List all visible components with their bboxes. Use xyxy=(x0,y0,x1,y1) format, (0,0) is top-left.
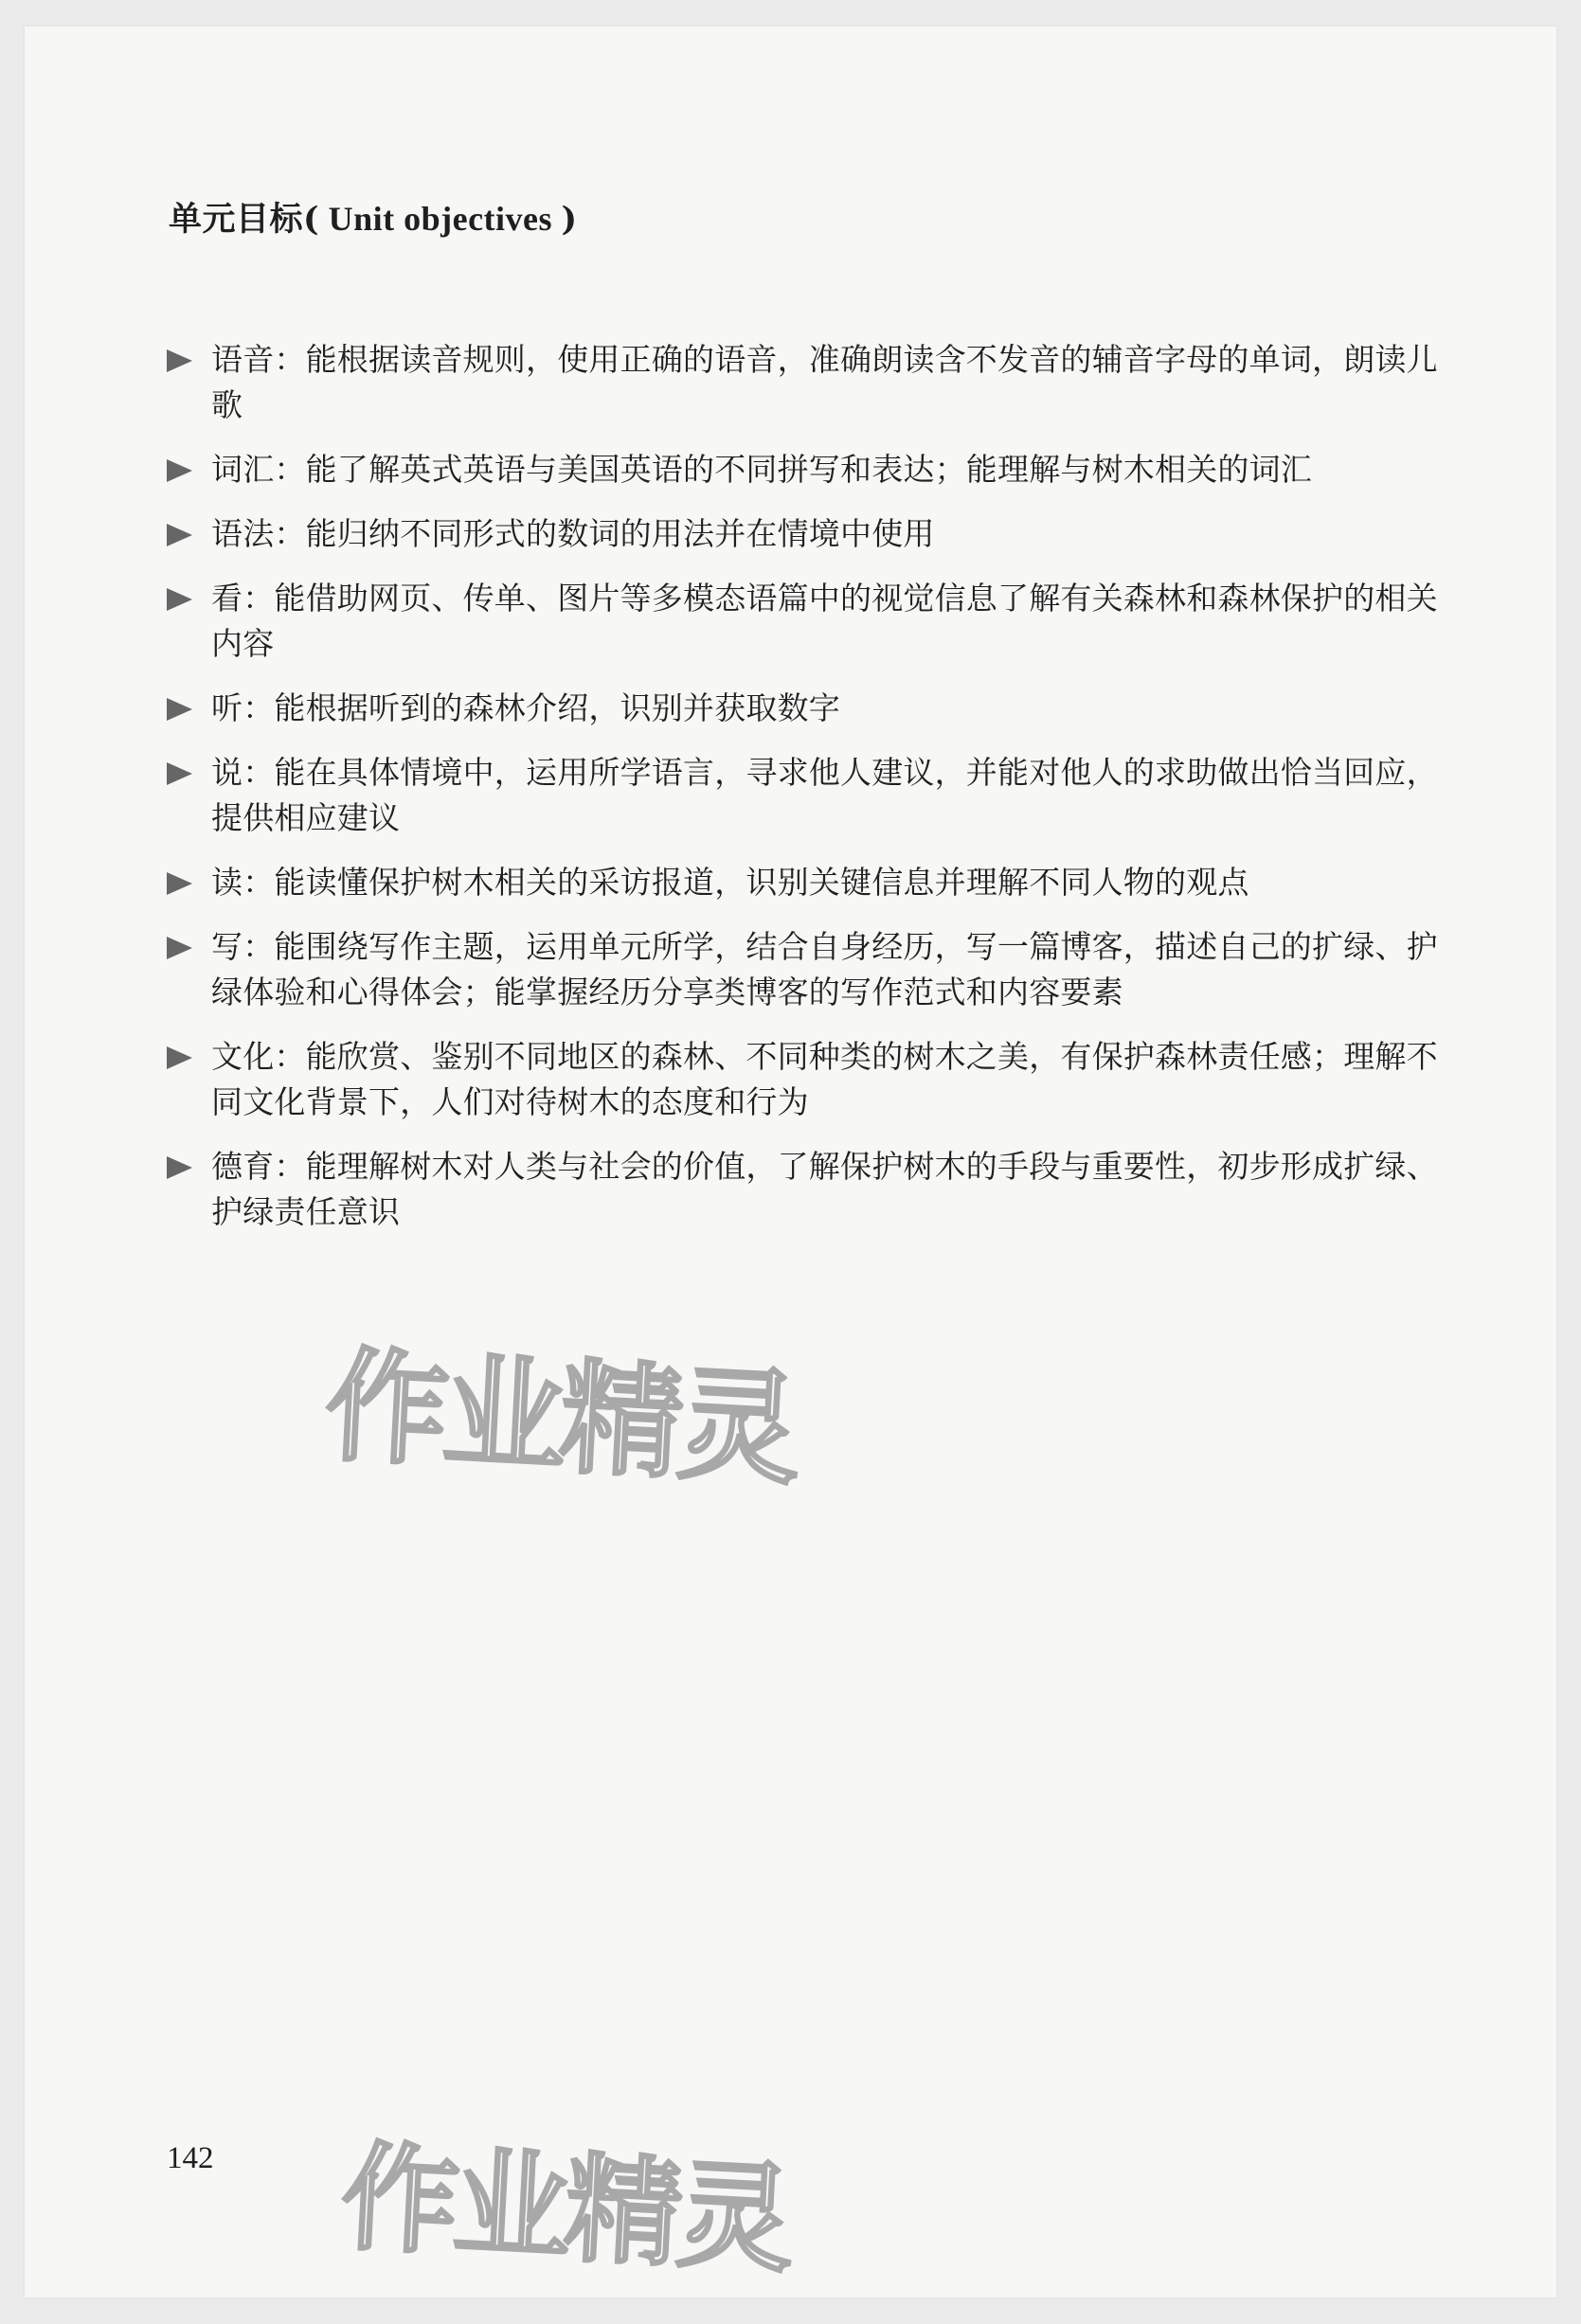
objective-text: 德育：能理解树木对人类与社会的价值，了解保护树木的手段与重要性，初步形成扩绿、护绿责任意识 xyxy=(211,1148,1438,1230)
objective-text: 语法：能归纳不同形式的数词的用法并在情境中使用 xyxy=(211,515,935,552)
triangle-bullet-icon xyxy=(167,1156,192,1179)
objective-text: 文化：能欣赏、鉴别不同地区的森林、不同种类的树木之美，有保护森林责任感；理解不同文化背景下，人们对待树木的态度和行为 xyxy=(211,1038,1438,1120)
objective-item xyxy=(167,1034,1455,1125)
objective-text: 听：能根据听到的森林介绍，识别并获取数字 xyxy=(211,689,840,726)
watermark: 作业精灵 xyxy=(321,1333,799,1502)
objective-item xyxy=(167,924,1455,1015)
objective-text: 语音：能根据读音规则，使用正确的语音，准确朗读含不发音的辅音字母的单词，朗读儿歌 xyxy=(211,341,1438,423)
objective-item xyxy=(167,750,1455,841)
objective-item xyxy=(167,447,1455,492)
triangle-bullet-icon xyxy=(167,937,192,959)
triangle-bullet-icon xyxy=(167,588,192,611)
triangle-bullet-icon xyxy=(167,872,192,895)
objectives-list xyxy=(167,337,1455,1254)
triangle-bullet-icon xyxy=(167,459,192,482)
objective-item xyxy=(167,1144,1455,1235)
objective-item xyxy=(167,337,1455,428)
objective-text: 读：能读懂保护树木相关的采访报道，识别关键信息并理解不同人物的观点 xyxy=(211,864,1249,901)
objective-text: 说：能在具体情境中，运用所学语言，寻求他人建议，并能对他人的求助做出恰当回应，提供相应建议 xyxy=(211,754,1438,836)
objective-text: 看：能借助网页、传单、图片等多模态语篇中的视觉信息了解有关森林和森林保护的相关内容 xyxy=(211,580,1438,662)
objective-item xyxy=(167,860,1455,905)
page-number: 142 xyxy=(167,2141,214,2175)
triangle-bullet-icon xyxy=(167,349,192,372)
section-heading xyxy=(169,193,578,241)
objective-item xyxy=(167,511,1455,557)
watermark: 作业精灵 xyxy=(337,2129,792,2290)
triangle-bullet-icon xyxy=(167,762,192,785)
objective-item xyxy=(167,576,1455,667)
triangle-bullet-icon xyxy=(167,1046,192,1069)
document-page xyxy=(25,27,1556,2297)
objective-item xyxy=(167,686,1455,731)
heading-english: Unit objectives xyxy=(319,200,562,238)
objective-text: 词汇：能了解英式英语与美国英语的不同拼写和表达；能理解与树木相关的词汇 xyxy=(211,451,1312,488)
heading-close-paren: ) xyxy=(561,200,578,239)
heading-chinese: 单元目标 xyxy=(169,200,304,239)
objective-text: 写：能围绕写作主题，运用单元所学，结合自身经历，写一篇博客，描述自己的扩绿、护绿体验和心得体会；能掌握经历分享类博客的写作范式和内容要素 xyxy=(211,928,1438,1010)
triangle-bullet-icon xyxy=(167,524,192,546)
triangle-bullet-icon xyxy=(167,698,192,721)
heading-open-paren: ( xyxy=(303,200,320,239)
